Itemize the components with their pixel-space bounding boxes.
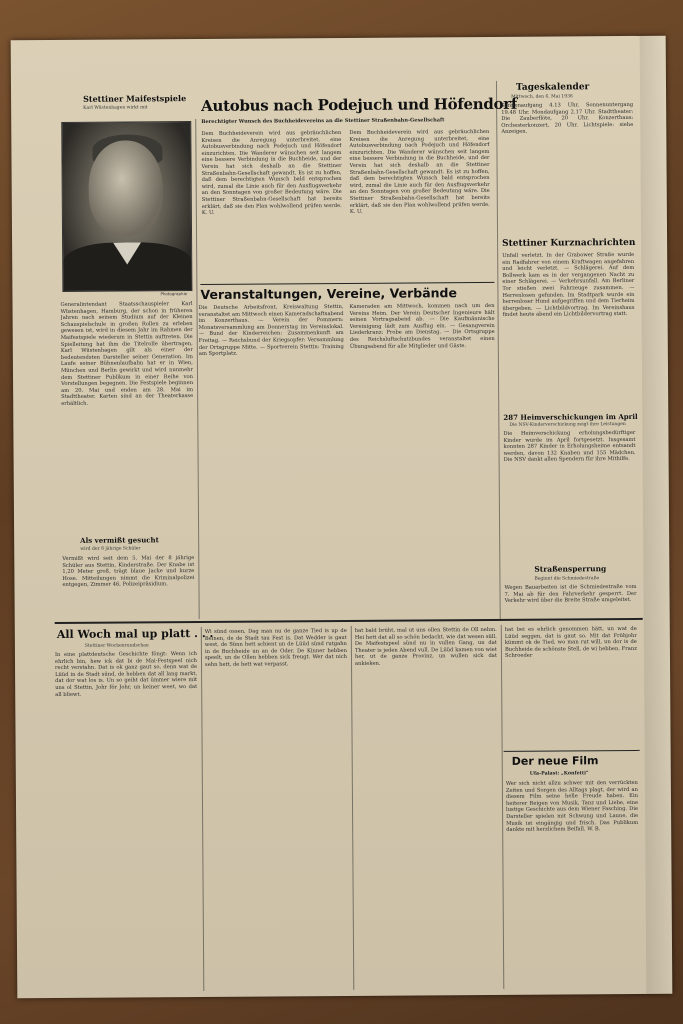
feature-col2: Wi sünd ossen, Dag man nu de ganze Tied is up de Beinen, de de Stadt tau Fest is. Dat Wedder is gaut west, de Sünn hett schient un de Lüüd sünd rutgahn in de Buchheide un an de Oder. De Kinner hebben speelt, un de Ollen hebben sick freugt. Wer dat nich sehn hett, de hett wat verpasst. [204,627,348,668]
headline-title: Autobus nach Podejuch und Höfendorf [201,94,518,115]
missing-title: Als vermißt gesucht [80,535,159,545]
closure-body: Wegen Bauarbeiten ist die Schmiedestraße vom 7. Mai ab für den Fahrverkehr gesperrt. Der Verkehr wird über die Breite Straße umgeleitet. [504,583,637,605]
portrait-photo [61,121,192,292]
section-col2: Kameraden am Mittwoch, kommen nach um den Vereins Heim. Der Verein Deutscher Ingenieure hält seinen Vortragsabend ab. — Die Kaufmännische Vereinigung lädt zum Ausflug ein. — Gesangverein Liederkranz: Probe am Dienstag. — Die Ortsgruppe des Reichsluftschutzbundes veranstaltet einen Übungsabend für alle Mitglieder und Gäste. [349,302,495,350]
page-divider [55,618,643,624]
festival-subtitle: Karl Wüstenhagen wirkt mit [83,105,148,111]
briefs-body: Unfall verletzt. In der Grabower Straße wurde ein Radfahrer von einem Kraftwagen angefahren und leicht verletzt. — Schlägerei. Auf dem Bollwerk kam es in der vergangenen Nacht zu einer Schlägerei. — Verkehrsunfall. Am Berliner Tor stießen zwei Fahrzeuge zusammen. — Herrenlosen gefunden. Im Stadtpark wurde ein herrenloser Hund aufgegriffen und dem Tierheim übergeben. — Lichtbildvortrag. Im Vereinshaus findet heute abend ein Lichtbildervortrag statt. [502,251,635,319]
festival-title: Stettiner Maifestspiele [83,93,187,104]
feature-col4: hat bei es ehrlich genommen hätt, un wat de Lüüd seggen, dat is gaut so. Mit dat Frühjohr kümmt ok de Tied, wo man rut will, un dor is de Buchheide de schönste Stell, de wi hebben. Franz Schroeder [504,625,637,660]
briefs-title: Stettiner Kurznachrichten [502,237,636,249]
homecoming-title: 287 Heimverschickungen im April [503,411,638,422]
column-rule-3 [201,627,204,991]
column-rule-4 [351,626,354,990]
column-rule-2 [496,81,500,619]
closure-subtitle: Beginnt die Schmiedestraße [534,576,600,582]
column-rule-5 [501,625,504,989]
film-title: Der neue Film [511,754,599,768]
missing-body: Vermißt wird seit dem 5. Mai der 8 jährige Schüler aus Stettin, Kinderstraße. Der Knabe ist 1,20 Meter groß, trägt blaue Jacke und kurze Hose. Mitteilungen nimmt die Kriminalpolizei entgegen, Zimmer 46, Polizeipräsidium. [62,555,195,589]
homecoming-body: Die Heimverschickung erholungsbedürftiger Kinder wurde im April fortgesetzt. Insgesamt konnten 287 Kinder in Erholungsheime entsandt werden, davon 132 Knaben und 155 Mädchen. Die NSV dankt allen Spendern für ihre Mithilfe. [503,429,636,464]
feature-title: All Woch mal up platt . . . [56,626,214,641]
closure-title: Straßensperrung [534,564,607,574]
section-col1: Die Deutsche Arbeitsfront, Kreiswaltung Stettin, veranstaltet am Mittwoch einen Kameradschaftsabend im Konzerthaus. — Verein der Pommern: Monatsversammlung am Donnerstag im Vereinslokal. — Bund der Kinderreichen: Zusammenkunft am Freitag. — Reichsbund der Kriegsopfer: Versammlung der Ortsgruppe Mitte. — Sportverein Stettin: Training am Sportplatz. [198,303,344,358]
photo-credit: Photographie [160,291,188,297]
feature-col1: In eine plattdeutsche Geschichte föngt: Wenn ich ehrlich bin, hew ick dat bi de Mai-Festspeel nich recht verstahn. Dat is ok ganz gaut so, denn wat de Lüüd in de Stadt sünd, de hebben dat all lang markt, dat dor wat los is. Un so geiht dat ümmer wiere mit uns ol Stettin, Johr för Johr, un keiner weet, wo dat all bliewt. [54,651,198,698]
film-rule [504,750,640,752]
feature-col3: hat bald brüht, mal ut uns ollen Stettin de Oll nehm. Hei hett dat all so schön bedacht, wie dat wesen süll. De Maifestspeel sünd nu in vullen Gang, un dat Theater is jeden Abend vull. De Lüüd kamen von wiet her, ut de ganze Provinz, un wullen sick dat ankieken. [354,626,497,667]
headline-body-col2: Dem Buchheideverein wird aus gebräuchlichen Kreisen die Anregung unterbreitet, eine Autobusverbindung nach Podejuch und Höfendorf einzurichten. Die Wanderer wünschen seit langem eine bessere Verbindung in die Buchheide, und der Verein hat sich deshalb an die Stettiner Straßenbahn-Gesellschaft gewandt. Es ist zu hoffen, daß dem berechtigten Wunsch bald entsprochen wird, zumal die Linie auch für den Ausflugsverkehr an den Sonntagen von großer Bedeutung wäre. Die Stettiner Straßenbahn-Gesellschaft hat bereits erklärt, daß sie den Plan wohlwollend prüfen werde. K. U. [349,128,490,216]
calendar-body: Sonnenaufgang 4.13 Uhr, Sonnenuntergang 19.48 Uhr. Mondaufgang 2.17 Uhr. Stadttheater: Die Zauberflöte, 20 Uhr. Konzerthaus: Orchesterkonzert, 20 Uhr. Lichtspiele: siehe Anzeigen. [501,101,634,136]
feature-subtitle: Stettiner Wochenrundschau [84,643,149,649]
calendar-date: Mittwoch, den 6. Mai 1936 [511,94,573,100]
calendar-title: Tageskalender [515,82,590,93]
homecoming-subtitle: Die NSV-Kinderverschickung zeigt ihre Leistungen [509,422,626,428]
film-subtitle: Ufa-Palast: „Konfetti“ [529,770,589,777]
headline-body-col1: Dem Buchheideverein wird aus gebräuchlichen Kreisen die Anregung unterbreitet, eine Autobusverbindung nach Podejuch und Höfendorf einzurichten. Die Wanderer wünschen seit langem eine bessere Verbindung in die Buchheide, und der Verein hat sich deshalb an die Stettiner Straßenbahn-Gesellschaft gewandt. Es ist zu hoffen, daß dem berechtigten Wunsch bald entsprochen wird, zumal die Linie auch für den Ausflugsverkehr an den Sonntagen von großer Bedeutung wäre. Die Stettiner Straßenbahn-Gesellschaft hat bereits erklärt, daß sie den Plan wohlwollend prüfen werde. K. U. [201,129,342,217]
missing-subtitle: wird der 8 jährige Schüler [80,546,141,552]
film-body: Wer sich nicht allzu schwer mit den verrückten Zeiten und Sorgen des Alltags plagt, der wird an diesem Film seine helle Freude haben. Ein heiterer Reigen von Musik, Tanz und Liebe, eine lustige Geschichte aus dem Wiener Fasching. Die Darsteller spielen mit Schwung und Laune, die Musik ist eingängig und frisch. Das Publikum dankte mit herzlichem Beifall. W. B. [505,779,639,834]
festival-body: Generalintendant Staatsschauspieler Karl Wüstenhagen, Hamburg, der schon in früheren Jahren nach seinem Studium auf der Kleinen Schauspielschule in großen Rollen zu erleben gewesen ist, wird in diesem Jahr im Rahmen der Maifestspiele wiederum in Stettin auftreten. Die Spielleitung hat ihm die Titelrolle übertragen, Karl Wüstenhagen gilt als einer der bedeutendsten Darsteller seiner Generation. Im Laufe seiner Bühnenlaufbahn hat er in Wien, München und Berlin gewirkt und wird nunmehr dem Stettiner Publikum in einer Reihe von Vorstellungen begegnen. Die Festspiele beginnen am 20. Mai und enden am 28. Mai im Stadttheater. Karten sind an der Theaterkasse erhältlich. [60,301,194,407]
newspaper-page [11,36,673,999]
section-title: Veranstaltungen, Vereine, Verbände [200,285,458,302]
headline-subtitle: Berechtigter Wunsch des Buchheidevereins an die Stettiner Straßenbahn-Gesellschaft [201,117,445,125]
